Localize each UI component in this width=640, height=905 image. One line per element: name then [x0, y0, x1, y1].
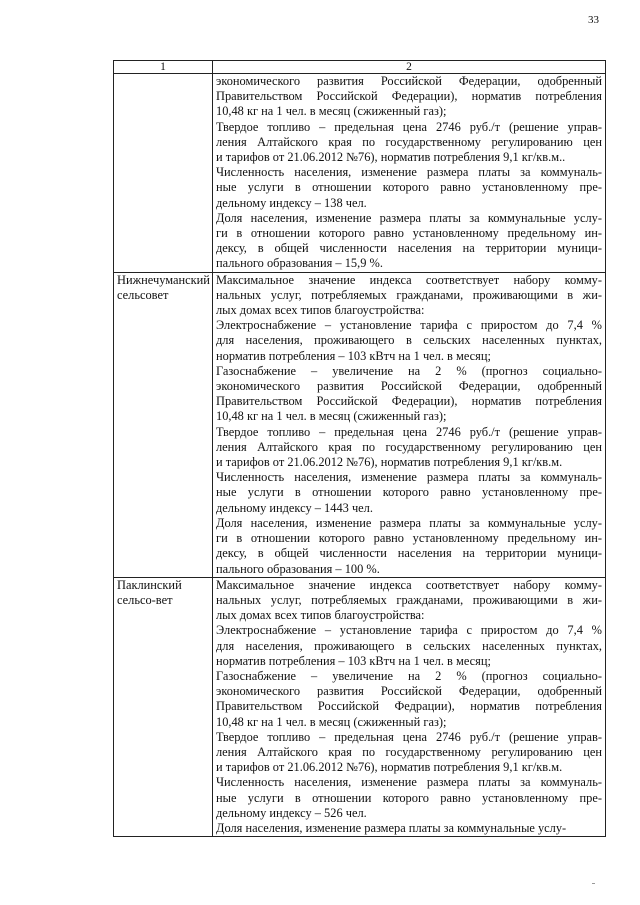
page-number: 33: [588, 14, 599, 26]
text-line: Численность населения, изменение размера платы за коммуналь-: [216, 470, 602, 485]
text-line: пального образования – 15,9 %.: [216, 256, 383, 271]
text-line: Газоснабжение – увеличение на 2 % (прогноз социально-: [216, 668, 602, 683]
description-paragraph: [216, 578, 602, 624]
table-header-row: [114, 61, 606, 74]
description-paragraph: [216, 516, 602, 577]
text-line: ные услуги в отношении которого равно установленному пре-: [216, 485, 602, 500]
text-line: Доля населения, изменение размера платы за коммунальные услу-: [216, 515, 602, 530]
description-paragraph: [216, 211, 602, 272]
description-paragraph: [216, 425, 602, 471]
text-line: ления Алтайского края по государственному регулированию цен: [216, 134, 602, 149]
text-line: ги в отношении которого равно установленному предельному ин-: [216, 226, 602, 241]
description-paragraph: [216, 364, 602, 425]
description-paragraph: [216, 318, 602, 364]
table-body: [114, 74, 606, 837]
region-name-cell: Паклинский сельсо-вет: [114, 577, 213, 836]
text-line: ления Алтайского края по государственному регулированию цен: [216, 744, 602, 759]
text-line: Правительством Российской Федерации), норматив потребления: [216, 394, 602, 409]
text-line: для населения, проживающего в сельских населенных пунктах,: [216, 333, 602, 348]
text-line: Электроснабжение – установление тарифа с приростом до 7,4 %: [216, 318, 602, 333]
text-line: пального образования – 100 %.: [216, 561, 380, 576]
description-paragraph: [216, 623, 602, 669]
column-2-header: 2: [213, 61, 606, 74]
text-line: ги в отношении которого равно установленному предельному ин-: [216, 531, 602, 546]
text-line: ные услуги в отношении которого равно установленному пре-: [216, 790, 602, 805]
description-paragraph: [216, 74, 602, 120]
text-line: и тарифов от 21.06.2012 №76), норматив потребления 9,1 кг/кв.м.: [216, 760, 563, 775]
text-line: норматив потребления – 103 кВтч на 1 чел. в месяц;: [216, 653, 491, 668]
table-row: [114, 272, 606, 577]
text-line: лых домах всех типов благоустройства:: [216, 303, 425, 318]
text-line: дексу, в общей численности населения на территории муници-: [216, 546, 602, 561]
text-line: норматив потребления – 103 кВтч на 1 чел. в месяц;: [216, 348, 491, 363]
indicator-description-cell: [213, 74, 606, 273]
scan-mark: [592, 883, 595, 884]
region-name-cell: Нижнечуманский сельсовет: [114, 272, 213, 577]
text-line: Правительством Российской Федерации), норматив потребления: [216, 89, 602, 104]
table-row: [114, 577, 606, 836]
description-paragraph: [216, 120, 602, 166]
text-line: ления Алтайского края по государственному регулированию цен: [216, 439, 602, 454]
text-line: 10,48 кг на 1 чел. в месяц (сжиженный газ);: [216, 714, 447, 729]
text-line: Газоснабжение – увеличение на 2 % (прогноз социально-: [216, 363, 602, 378]
description-paragraph: [216, 730, 602, 776]
text-line: для населения, проживающего в сельских населенных пунктах,: [216, 638, 602, 653]
text-line: нальных услуг, потребляемых гражданами, проживающими в жи-: [216, 592, 602, 607]
text-line: дельному индексу – 526 чел.: [216, 805, 367, 820]
region-name-cell: [114, 74, 213, 273]
text-line: дельному индексу – 138 чел.: [216, 195, 367, 210]
text-line: нальных услуг, потребляемых гражданами, проживающими в жи-: [216, 287, 602, 302]
index-table: [113, 60, 606, 837]
text-line: Твердое топливо – предельная цена 2746 руб./т (решение управ-: [216, 424, 602, 439]
text-line: Электроснабжение – установление тарифа с приростом до 7,4 %: [216, 623, 602, 638]
text-line: Максимальное значение индекса соответствует набору комму-: [216, 577, 602, 592]
text-line: и тарифов от 21.06.2012 №76), норматив потребления 9,1 кг/кв.м.: [216, 455, 563, 470]
text-line: и тарифов от 21.06.2012 №76), норматив потребления 9,1 кг/кв.м..: [216, 150, 566, 165]
description-paragraph: [216, 273, 602, 319]
text-line: Твердое топливо – предельная цена 2746 руб./т (решение управ-: [216, 729, 602, 744]
column-1-header: 1: [114, 61, 213, 74]
text-line: ные услуги в отношении которого равно установленному пре-: [216, 180, 602, 195]
text-line: дексу, в общей численности населения на территории муници-: [216, 241, 602, 256]
description-paragraph: [216, 775, 602, 821]
description-paragraph: [216, 821, 602, 836]
table-row: [114, 74, 606, 273]
text-line: экономического развития Российской Федерации, одобренный: [216, 379, 602, 394]
text-line: Правительством Российской Федрации), норматив потребления: [216, 699, 602, 714]
text-line: экономического развития Российской Федерации, одобренный: [216, 684, 602, 699]
text-line: Твердое топливо – предельная цена 2746 руб./т (решение управ-: [216, 119, 602, 134]
text-line: Численность населения, изменение размера платы за коммуналь-: [216, 165, 602, 180]
text-line: Максимальное значение индекса соответствует набору комму-: [216, 272, 602, 287]
indicator-description-cell: [213, 272, 606, 577]
text-line: экономического развития Российской Федерации, одобренный: [216, 74, 602, 88]
text-line: дельному индексу – 1443 чел.: [216, 500, 373, 515]
text-line: 10,48 кг на 1 чел. в месяц (сжиженный газ);: [216, 409, 447, 424]
description-paragraph: [216, 165, 602, 211]
description-paragraph: [216, 669, 602, 730]
text-line: лых домах всех типов благоустройства:: [216, 608, 425, 623]
text-line: Доля населения, изменение размера платы за коммунальные услу-: [216, 210, 602, 225]
text-line: Доля населения, изменение размера платы за коммунальные услу-: [216, 820, 567, 835]
text-line: Численность населения, изменение размера платы за коммуналь-: [216, 775, 602, 790]
description-paragraph: [216, 470, 602, 516]
indicator-description-cell: [213, 577, 606, 836]
text-line: 10,48 кг на 1 чел. в месяц (сжиженный газ);: [216, 104, 447, 119]
